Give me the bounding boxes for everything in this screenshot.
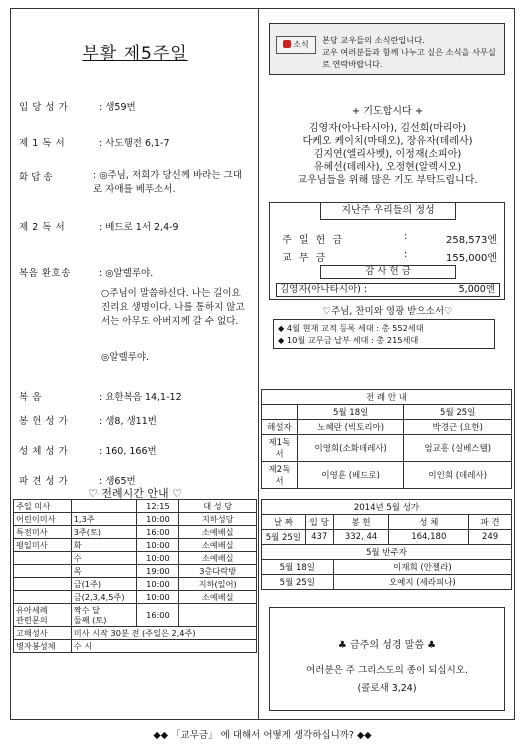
worship-time-cell: 평일미사 bbox=[14, 539, 72, 552]
communion-hymn-label: 성 체 성 가 bbox=[19, 446, 69, 457]
gospel-row bbox=[19, 391, 182, 405]
hymn-header: 봉 헌 bbox=[333, 515, 389, 530]
accompanist-name: 이재희 (안젤라) bbox=[333, 560, 511, 575]
alleluia-verse: ○주님이 말씀하신다. 나는 길이요 진리요 생명이다. 나를 통하지 않고서는 아무도 아버지께 갈 수 없다. bbox=[101, 288, 245, 327]
worship-times-table bbox=[13, 499, 257, 653]
prayer-line: 김영자(아나타시아), 김선희(마리아) bbox=[308, 123, 467, 134]
worship-time-row bbox=[14, 539, 257, 552]
news-icon bbox=[283, 40, 291, 48]
prayer-section bbox=[259, 105, 516, 187]
duty-cell: 이영훈 (베드로) bbox=[297, 462, 404, 489]
liturgy-duty-table bbox=[261, 389, 512, 489]
communion-hymn-value: : 160, 166번 bbox=[99, 446, 157, 457]
gospel-label: 복 음 bbox=[19, 392, 42, 403]
prayer-title: + 기도합시다 + bbox=[351, 106, 424, 117]
psalm-value: : ◎주님, 저희가 당신께 바라는 그대로 자애를 베푸소서. bbox=[93, 170, 242, 195]
worship-time-cell: 금(1주) bbox=[71, 578, 137, 591]
worship-times-title: ♡ 전례시간 안내 ♡ bbox=[88, 487, 182, 500]
entrance-hymn-row bbox=[19, 101, 136, 115]
first-reading-row bbox=[19, 137, 170, 151]
thanks-offering-amount: 5,000엔 bbox=[458, 284, 495, 295]
worship-time-cell bbox=[179, 604, 257, 627]
left-column bbox=[11, 9, 259, 719]
worship-time-cell: 짝수 달 둘째 (토) bbox=[71, 604, 137, 627]
stats-line-1: ◆ 4월 현재 교적 등록 세대 : 총 552세대 bbox=[278, 323, 424, 333]
accompanist-date: 5월 18일 bbox=[262, 560, 334, 575]
notice-logo-text: 소식 bbox=[293, 40, 309, 49]
worship-time-cell: 12:15 bbox=[137, 500, 179, 513]
accompanist-name: 오예지 (세라피나) bbox=[333, 575, 511, 590]
hymn-cell: 332, 44 bbox=[333, 530, 389, 545]
worship-time-row bbox=[14, 640, 257, 653]
hymn-header: 파 견 bbox=[469, 515, 512, 530]
worship-time-cell: 16:00 bbox=[137, 526, 179, 539]
entrance-hymn-value: : 생59번 bbox=[99, 102, 136, 113]
worship-time-cell: 주일 미사 bbox=[14, 500, 72, 513]
offering-label: 주 일 헌 금 bbox=[282, 235, 345, 246]
thanks-offering-title: 감 사 헌 금 bbox=[320, 265, 456, 279]
right-column bbox=[259, 9, 516, 719]
worship-time-cell: 수 bbox=[71, 552, 137, 565]
worship-time-cell: 10:00 bbox=[137, 513, 179, 526]
offertory-hymn-row bbox=[19, 415, 157, 429]
thanks-offering-row bbox=[276, 283, 500, 297]
worship-time-cell: 10:00 bbox=[137, 539, 179, 552]
worship-time-row bbox=[14, 500, 257, 513]
worship-time-cell: 금(2,3,4,5주) bbox=[71, 591, 137, 604]
duty-cell: 노혜란 (빅토리아) bbox=[297, 420, 404, 435]
duty-cell: 박경근 (요한) bbox=[404, 420, 512, 435]
hymn-title: 2014년 5월 성가 bbox=[262, 500, 512, 515]
worship-time-row bbox=[14, 526, 257, 539]
prayer-line: 교우님들을 위해 많은 기도 부탁드립니다. bbox=[297, 175, 478, 186]
second-reading-label: 제 2 독 서 bbox=[19, 222, 66, 233]
worship-time-cell: 화 bbox=[71, 539, 137, 552]
alleluia-row bbox=[19, 267, 153, 281]
liturgy-duty-section bbox=[261, 389, 512, 489]
alleluia-value: : ◎알렐루야. bbox=[99, 268, 154, 279]
worship-time-cell: 소예배실 bbox=[179, 539, 257, 552]
notice-line-2: 교우 여러분들과 함께 나누고 싶은 소식을 사무실로 연락바랍니다. bbox=[322, 47, 496, 69]
hymn-cell: 164,180 bbox=[389, 530, 469, 545]
bulletin-frame bbox=[10, 8, 515, 720]
worship-time-cell: 유아세례 관련문의 bbox=[14, 604, 72, 627]
worship-time-cell: 고해성사 bbox=[14, 627, 72, 640]
worship-time-row bbox=[14, 552, 257, 565]
stats-line-2: ◆ 10월 교무금 납부 세대 : 총 215세대 bbox=[278, 335, 419, 345]
offering-amount: 258,573엔 bbox=[445, 235, 497, 246]
entrance-hymn-label: 입 당 성 가 bbox=[19, 102, 69, 113]
hymn-header: 날 짜 bbox=[262, 515, 306, 530]
worship-time-row bbox=[14, 604, 257, 627]
duty-cell: 이영희(소화데레사) bbox=[297, 435, 404, 462]
dismissal-hymn-value: : 생65번 bbox=[99, 476, 136, 487]
hymn-header: 입 당 bbox=[305, 515, 333, 530]
duty-header bbox=[262, 405, 298, 420]
first-reading-label: 제 1 독 서 bbox=[19, 138, 66, 149]
thanks-offering-name: 김영자(아나타시아) : bbox=[280, 284, 368, 295]
worship-time-cell: 소예배실 bbox=[179, 591, 257, 604]
offering-box: 지난주 우리들의 정성 주 일 헌 금 : 258,573엔 교 무 금 : 155,000엔 감 사 헌 금 김영자(아나타시아) : 5,000엔 bbox=[269, 202, 505, 300]
worship-time-row bbox=[14, 591, 257, 604]
worship-time-row bbox=[14, 578, 257, 591]
duty-header: 5월 25일 bbox=[404, 405, 512, 420]
duty-role: 제2독서 bbox=[262, 462, 298, 489]
worship-time-cell: 3층다락방 bbox=[179, 565, 257, 578]
dismissal-hymn-label: 파 견 성 가 bbox=[19, 476, 69, 487]
verse-title: ♣ 금주의 성경 말씀 ♣ bbox=[337, 640, 437, 651]
notice-line-1: 본당 교우들의 소식란입니다. bbox=[322, 35, 425, 45]
worship-time-cell bbox=[14, 578, 72, 591]
worship-time-cell: 병자봉성체 bbox=[14, 640, 72, 653]
worship-time-cell: 지하(일어) bbox=[179, 578, 257, 591]
second-reading-row bbox=[19, 221, 179, 235]
worship-time-cell: 10:00 bbox=[137, 578, 179, 591]
worship-time-row bbox=[14, 627, 257, 640]
parish-stats bbox=[273, 319, 495, 349]
notice-text bbox=[322, 34, 502, 70]
worship-time-cell: 지하성당 bbox=[179, 513, 257, 526]
worship-time-cell: 1,3주 bbox=[71, 513, 137, 526]
accompanist-date: 5월 25일 bbox=[262, 575, 334, 590]
communion-hymn-row bbox=[19, 445, 157, 459]
hymn-schedule-table bbox=[261, 499, 512, 590]
prayer-line: 다케오 케이치(마태오), 장유자(데레사) bbox=[302, 136, 473, 147]
praise-line: ♡주님, 찬미와 영광 받으소서♡ bbox=[322, 306, 453, 317]
accompanist-title: 5월 반주자 bbox=[262, 545, 512, 560]
first-reading-value: : 사도행전 6,1-7 bbox=[99, 138, 170, 149]
hymn-header: 성 체 bbox=[389, 515, 469, 530]
duty-role: 해설자 bbox=[262, 420, 298, 435]
worship-time-cell: 소예배실 bbox=[179, 526, 257, 539]
worship-time-cell: 10:00 bbox=[137, 552, 179, 565]
offering-label: 교 무 금 bbox=[282, 253, 328, 264]
offertory-hymn-value: : 생8, 생11번 bbox=[99, 416, 157, 427]
worship-time-cell: 10:00 bbox=[137, 591, 179, 604]
offertory-hymn-label: 봉 헌 성 가 bbox=[19, 416, 69, 427]
duty-title: 전 례 안 내 bbox=[262, 390, 512, 405]
psalm-label: 화 답 송 bbox=[19, 172, 53, 183]
footer-question: ◆◆ 「교무금」 에 대해서 어떻게 생각하십니까? ◆◆ bbox=[153, 730, 372, 741]
duty-cell: 엄교흥 (실베스텔) bbox=[404, 435, 512, 462]
duty-cell: 이인희 (데레사) bbox=[404, 462, 512, 489]
notice-logo bbox=[276, 36, 316, 54]
worship-time-cell bbox=[14, 591, 72, 604]
worship-time-cell: 19:00 bbox=[137, 565, 179, 578]
worship-time-cell: 16:00 bbox=[137, 604, 179, 627]
weekly-verse-box bbox=[269, 607, 505, 711]
worship-time-cell: 수 시 bbox=[71, 640, 256, 653]
verse-reference: (콜로새 3,24) bbox=[357, 683, 417, 694]
worship-time-row bbox=[14, 565, 257, 578]
second-reading-value: : 베드로 1서 2,4-9 bbox=[99, 222, 179, 233]
verse-text: 여러분은 주 그리스도의 종이 되십시오. bbox=[306, 665, 468, 676]
notice-box bbox=[269, 23, 505, 75]
worship-time-cell: 대 성 당 bbox=[179, 500, 257, 513]
hymn-cell: 5월 25일 bbox=[262, 530, 306, 545]
hymn-cell: 437 bbox=[305, 530, 333, 545]
page-title: 부활 제5주일 bbox=[82, 44, 188, 64]
alleluia-label: 복음 환호송 bbox=[19, 268, 71, 279]
worship-time-cell: 미사 시작 30분 전 (주일은 2,4주) bbox=[71, 627, 256, 640]
duty-role: 제1독서 bbox=[262, 435, 298, 462]
worship-time-cell bbox=[71, 500, 137, 513]
duty-header: 5월 18일 bbox=[297, 405, 404, 420]
offering-amount: 155,000엔 bbox=[445, 253, 497, 264]
worship-time-cell bbox=[14, 565, 72, 578]
worship-time-cell: 3주(토) bbox=[71, 526, 137, 539]
alleluia-end: ◎알렐루야. bbox=[101, 352, 150, 363]
worship-time-cell: 어린이미사 bbox=[14, 513, 72, 526]
worship-time-cell: 특전미사 bbox=[14, 526, 72, 539]
worship-time-cell bbox=[14, 552, 72, 565]
worship-time-cell: 소예배실 bbox=[179, 552, 257, 565]
hymn-cell: 249 bbox=[469, 530, 512, 545]
prayer-line: 유혜선(데레사), 오정현(알렉시오) bbox=[313, 162, 462, 173]
prayer-line: 김지연(엘리사벳), 이정재(소피아) bbox=[313, 149, 462, 160]
offering-title: 지난주 우리들의 정성 bbox=[320, 202, 456, 220]
worship-time-cell: 목 bbox=[71, 565, 137, 578]
worship-time-row bbox=[14, 513, 257, 526]
gospel-value: : 요한복음 14,1-12 bbox=[99, 392, 182, 403]
